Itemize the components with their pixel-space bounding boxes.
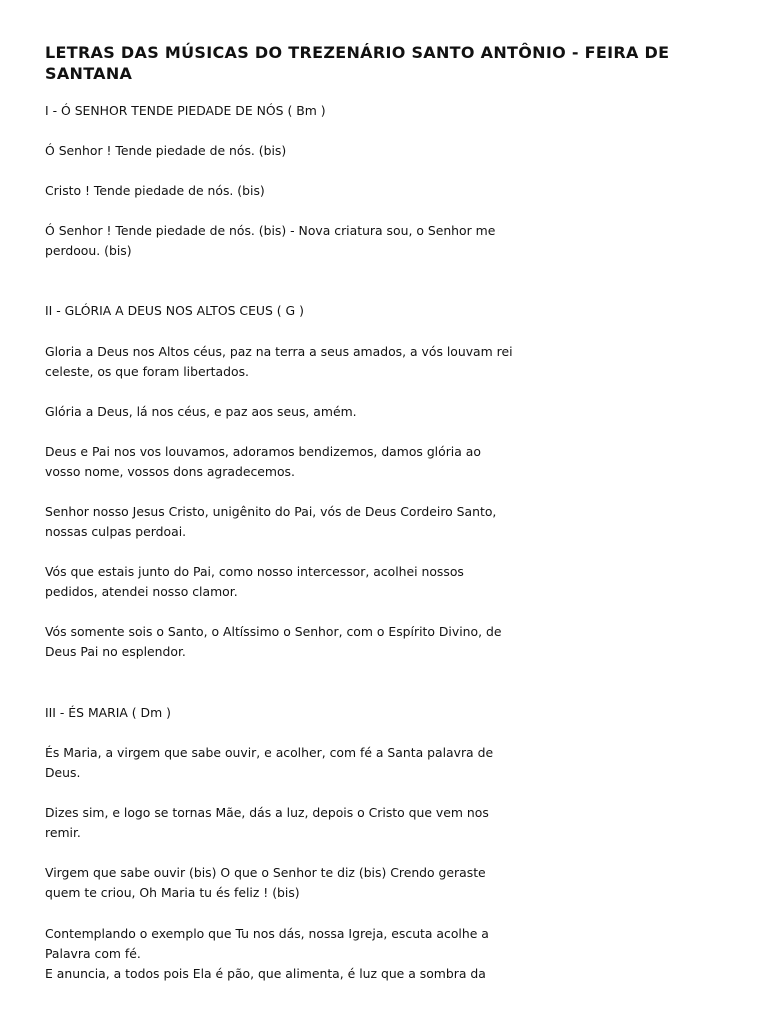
section-heading-1: I - Ó SENHOR TENDE PIEDADE DE NÓS ( Bm ) xyxy=(45,103,326,118)
lyric-line: Vós que estais junto do Pai, como nosso intercessor, acolhei nossos xyxy=(45,564,464,579)
lyric-line: vosso nome, vossos dons agradecemos. xyxy=(45,464,295,479)
section-heading-2: II - GLÓRIA A DEUS NOS ALTOS CEUS ( G ) xyxy=(45,303,304,318)
lyric-line: Glória a Deus, lá nos céus, e paz aos seus, amém. xyxy=(45,404,357,419)
lyric-line: Ó Senhor ! Tende piedade de nós. (bis) xyxy=(45,143,287,158)
lyric-line: Contemplando o exemplo que Tu nos dás, nossa Igreja, escuta acolhe a xyxy=(45,926,489,941)
lyric-line: És Maria, a virgem que sabe ouvir, e acolher, com fé a Santa palavra de xyxy=(45,745,494,760)
lyric-line: perdoou. (bis) xyxy=(45,243,132,258)
lyric-line: Ó Senhor ! Tende piedade de nós. (bis) - Nova criatura sou, o Senhor me xyxy=(45,223,496,238)
lyric-line: Deus Pai no esplendor. xyxy=(45,644,186,659)
lyric-line: Deus. xyxy=(45,765,81,780)
lyric-line: E anuncia, a todos pois Ela é pão, que alimenta, é luz que a sombra da xyxy=(45,966,486,981)
lyric-line: quem te criou, Oh Maria tu és feliz ! (bis) xyxy=(45,885,300,900)
lyric-line: remir. xyxy=(45,825,81,840)
lyric-line: Deus e Pai nos vos louvamos, adoramos bendizemos, damos glória ao xyxy=(45,444,481,459)
lyric-line: Vós somente sois o Santo, o Altíssimo o Senhor, com o Espírito Divino, de xyxy=(45,624,502,639)
lyric-line: Dizes sim, e logo se tornas Mãe, dás a luz, depois o Cristo que vem nos xyxy=(45,805,489,820)
lyric-line: Gloria a Deus nos Altos céus, paz na terra a seus amados, a vós louvam rei xyxy=(45,344,513,359)
lyric-line: celeste, os que foram libertados. xyxy=(45,364,249,379)
lyric-line: nossas culpas perdoai. xyxy=(45,524,187,539)
lyric-line: Senhor nosso Jesus Cristo, unigênito do Pai, vós de Deus Cordeiro Santo, xyxy=(45,504,497,519)
lyric-line: Virgem que sabe ouvir (bis) O que o Senhor te diz (bis) Crendo geraste xyxy=(45,865,486,880)
section-heading-3: III - ÉS MARIA ( Dm ) xyxy=(45,705,171,720)
document-title: LETRAS DAS MÚSICAS DO TREZENÁRIO SANTO ANTÔNIO - FEIRA DE SANTANA xyxy=(45,43,670,83)
lyric-line: Palavra com fé. xyxy=(45,946,141,961)
lyric-line: pedidos, atendei nosso clamor. xyxy=(45,584,238,599)
lyric-line: Cristo ! Tende piedade de nós. (bis) xyxy=(45,183,265,198)
